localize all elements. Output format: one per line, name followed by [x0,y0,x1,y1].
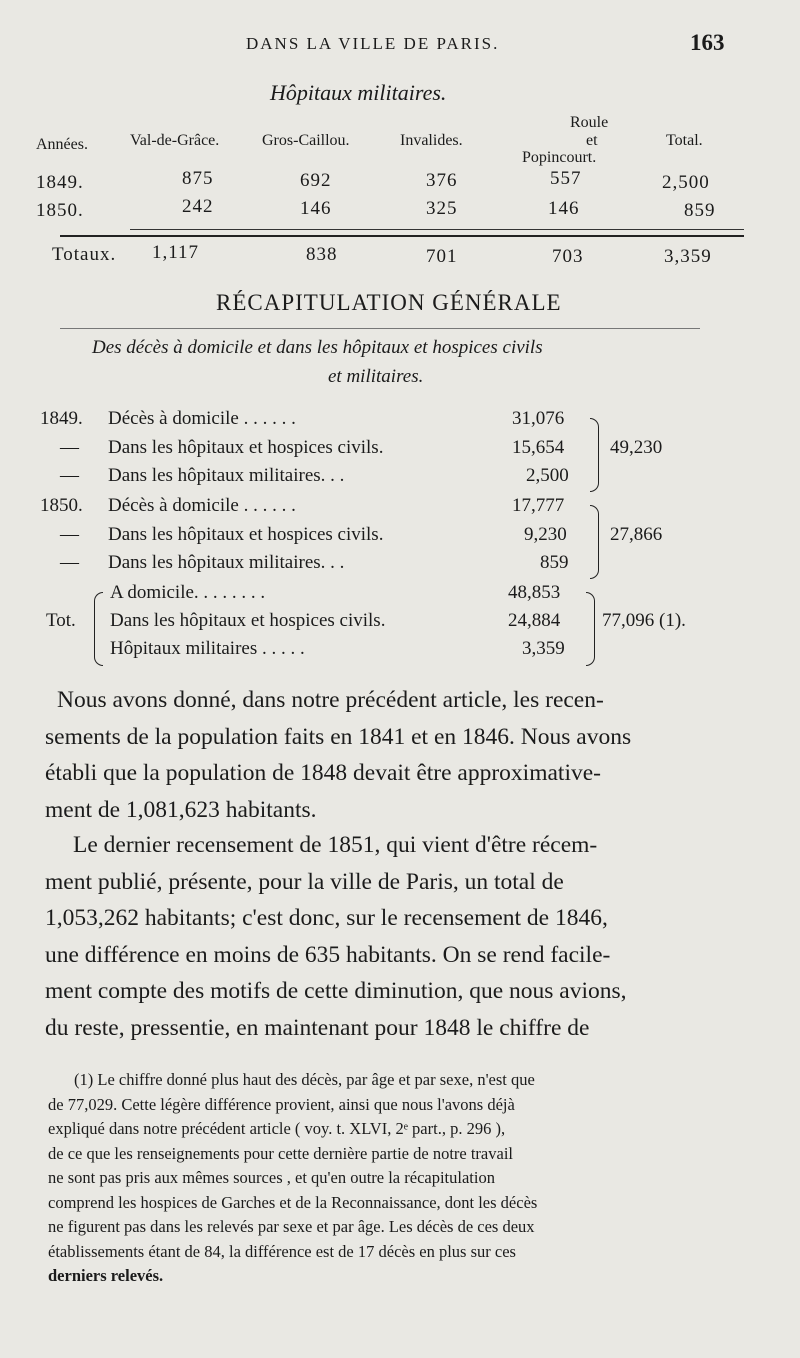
table-cell: 325 [426,198,458,219]
table-cell: 1849. [36,172,84,193]
footnote-line: ne figurent pas dans les relevés par sexe et par âge. Les décès de ces deux [48,1217,535,1236]
paragraph [45,827,755,1046]
row-lead: — [60,524,79,545]
group-total: 49,230 [610,437,663,458]
table-cell: 146 [548,198,580,219]
footnote-line: comprend les hospices de Garches et de la Reconnaissance, dont les décès [48,1192,538,1212]
row-label: Dans les hôpitaux militaires. . . [108,552,345,573]
group-total: 27,866 [610,524,663,545]
table-cell: 146 [300,198,332,219]
row-label: Dans les hôpitaux et hospices civils. [108,437,384,458]
column-header: Roule [570,114,609,131]
footnote-line: de ce que les renseignements pour cette dernière partie de notre travail [48,1143,513,1163]
text-line: Nous avons donné, dans notre précédent article, les recen- [57,687,604,713]
column-header: Val-de-Grâce. [130,132,220,149]
row-lead: Tot. [46,610,76,631]
text-line: ment compte des motifs de cette diminution, que nous avions, [45,978,627,1004]
row-value: 48,853 [508,582,561,603]
table-cell: Totaux. [52,244,117,265]
row-value: 859 [540,552,569,573]
column-header: Popincourt. [522,149,597,166]
divider [130,229,744,230]
column-header: Total. [666,132,703,149]
page-header [0,30,800,64]
recap-subtitle: et militaires. [328,366,424,387]
table-cell: 3,359 [664,246,712,267]
footnote-line: expliqué dans notre précédent article ( voy. t. XLVI, 2ᵉ part., p. 296 ), [48,1119,506,1138]
running-title: DANS LA VILLE DE PARIS. [246,34,500,53]
row-label: Décès à domicile . . . . . . [108,495,296,516]
footnote-line: (1) Le chiffre donné plus haut des décès, par âge et par sexe, n'est que [74,1070,535,1089]
text-line: établi que la population de 1848 devait être approximative- [45,760,601,786]
row-value: 3,359 [522,638,565,659]
row-value: 2,500 [526,465,569,486]
table-cell: 701 [426,246,458,267]
brace [94,592,103,666]
table-cell: 557 [550,168,582,189]
table-cell: 2,500 [662,172,710,193]
text-line: sements de la population faits en 1841 et en 1846. Nous avons [45,723,632,750]
footnote-line: derniers relevés. [48,1266,164,1285]
row-label: Dans les hôpitaux et hospices civils. [110,610,386,631]
column-header: et [586,132,598,149]
column-header: Invalides. [400,132,463,149]
divider [60,235,744,237]
row-value: 17,777 [512,495,565,516]
paragraph [45,682,755,828]
text-line: 1,053,262 habitants; c'est donc, sur le recensement de 1846, [45,905,608,931]
table-cell: 838 [306,244,338,265]
row-lead: — [60,465,79,486]
table-cell: 875 [182,168,214,189]
column-header: Années. [36,136,88,153]
text-line: ment de 1,081,623 habitants. [45,796,317,823]
row-label: Décès à domicile . . . . . . [108,408,296,429]
row-label: Hôpitaux militaires . . . . . [110,638,305,659]
text-line: Le dernier recensement de 1851, qui vient d'être récem- [73,832,598,858]
column-header: Gros-Caillou. [262,132,350,149]
recap-title: RÉCAPITULATION GÉNÉRALE [216,290,562,315]
row-lead: — [60,437,79,458]
page-number: 163 [690,30,725,55]
row-lead: 1849. [40,408,83,429]
recap-subtitle: Des décès à domicile et dans les hôpitaux et hospices civils [92,337,543,358]
group-total: 77,096 (1). [602,610,686,631]
row-lead: — [60,552,79,573]
text-line: du reste, pressentie, en maintenant pour 1848 le chiffre de [45,1014,590,1041]
footnote-line: de 77,029. Cette légère différence provient, ainsi que nous l'avons déjà [48,1094,515,1114]
row-value: 24,884 [508,610,561,631]
table-cell: 859 [684,200,716,221]
section-title: Hôpitaux militaires. [270,80,447,105]
divider [60,328,700,329]
row-lead: 1850. [40,495,83,516]
brace [590,505,599,579]
table-cell: 242 [182,196,214,217]
footnote-line: ne sont pas pris aux mêmes sources , et qu'en outre la récapitulation [48,1168,495,1187]
table-cell: 1,117 [152,242,200,263]
table-cell: 1850. [36,200,84,221]
text-line: ment publié, présente, pour la ville de Paris, un total de [45,868,564,895]
row-label: A domicile. . . . . . . . [110,582,266,603]
table-cell: 692 [300,170,332,191]
row-value: 9,230 [524,524,567,545]
footnote [48,1068,760,1289]
row-value: 31,076 [512,408,565,429]
table-cell: 376 [426,170,458,191]
brace [586,592,595,666]
table-cell: 703 [552,246,584,267]
text-line: une différence en moins de 635 habitants. On se rend facile- [45,941,611,968]
brace [590,418,599,492]
row-label: Dans les hôpitaux et hospices civils. [108,524,384,545]
row-label: Dans les hôpitaux militaires. . . [108,465,345,486]
row-value: 15,654 [512,437,565,458]
footnote-line: établissements étant de 84, la différence est de 17 décès en plus sur ces [48,1241,516,1261]
